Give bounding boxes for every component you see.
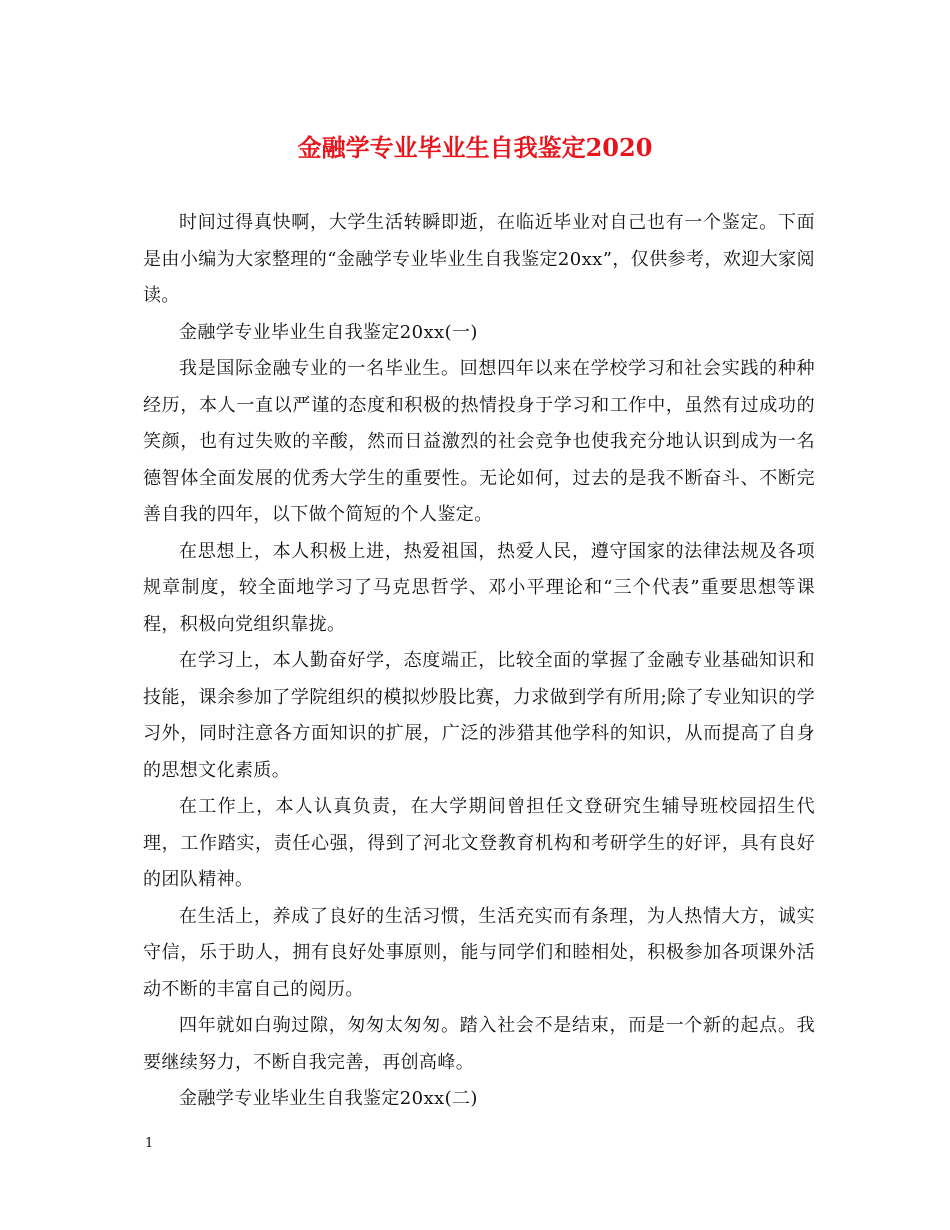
page-number: 1 <box>145 1136 154 1151</box>
paragraph-conclusion: 四年就如白驹过隙，匆匆太匆匆。踏入社会不是结束，而是一个新的起点。我要继续努力，不断自我完善，再创高峰。 <box>143 1015 815 1073</box>
section-heading-2: 金融学专业毕业生自我鉴定20xx(二) <box>179 1088 478 1109</box>
section-heading-1: 金融学专业毕业生自我鉴定20xx(一) <box>179 321 478 343</box>
paragraph-life: 在生活上，养成了良好的生活习惯，生活充实而有条理，为人热情大方，诚实守信，乐于助人，拥有良好处事原则，能与同学们和睦相处，积极参加各项课外活动不断的丰富自己的阅历。 <box>143 905 815 1000</box>
paragraph-intro: 时间过得真快啊，大学生活转瞬即逝，在临近毕业对自己也有一个鉴定。下面是由小编为大家整理的“金融学专业毕业生自我鉴定20xx”，仅供参考，欢迎大家阅读。 <box>143 212 815 306</box>
paragraph-thought: 在思想上，本人积极上进，热爱祖国，热爱人民，遵守国家的法律法规及各项规章制度，较全面地学习了马克思哲学、邓小平理论和“三个代表”重要思想等课程，积极向党组织靠拢。 <box>143 540 815 635</box>
paragraph-background: 我是国际金融专业的一名毕业生。回想四年以来在学校学习和社会实践的种种经历，本人一直以严谨的态度和积极的热情投身于学习和工作中，虽然有过成功的笑颜，也有过失败的辛酸，然而日益激烈的社会竞争也使我充分地认识到成为一名德智体全面发展的优秀大学生的重要性。无论如何，过去的是我不断奋斗、不断完善自我的四年，以下做个简短的个人鉴定。 <box>143 358 815 525</box>
paragraph-study: 在学习上，本人勤奋好学，态度端正，比较全面的掌握了金融专业基础知识和技能，课余参加了学院组织的模拟炒股比赛，力求做到学有所用;除了专业知识的学习外，同时注意各方面知识的扩展，广泛的涉猎其他学科的知识，从而提高了自身的思想文化素质。 <box>143 650 815 781</box>
document-title: 金融学专业毕业生自我鉴定2020 <box>297 133 653 162</box>
document-body <box>143 205 815 1118</box>
paragraph-work: 在工作上，本人认真负责，在大学期间曾担任文登研究生辅导班校园招生代理，工作踏实，责任心强，得到了河北文登教育机构和考研学生的好评，具有良好的团队精神。 <box>143 796 815 890</box>
